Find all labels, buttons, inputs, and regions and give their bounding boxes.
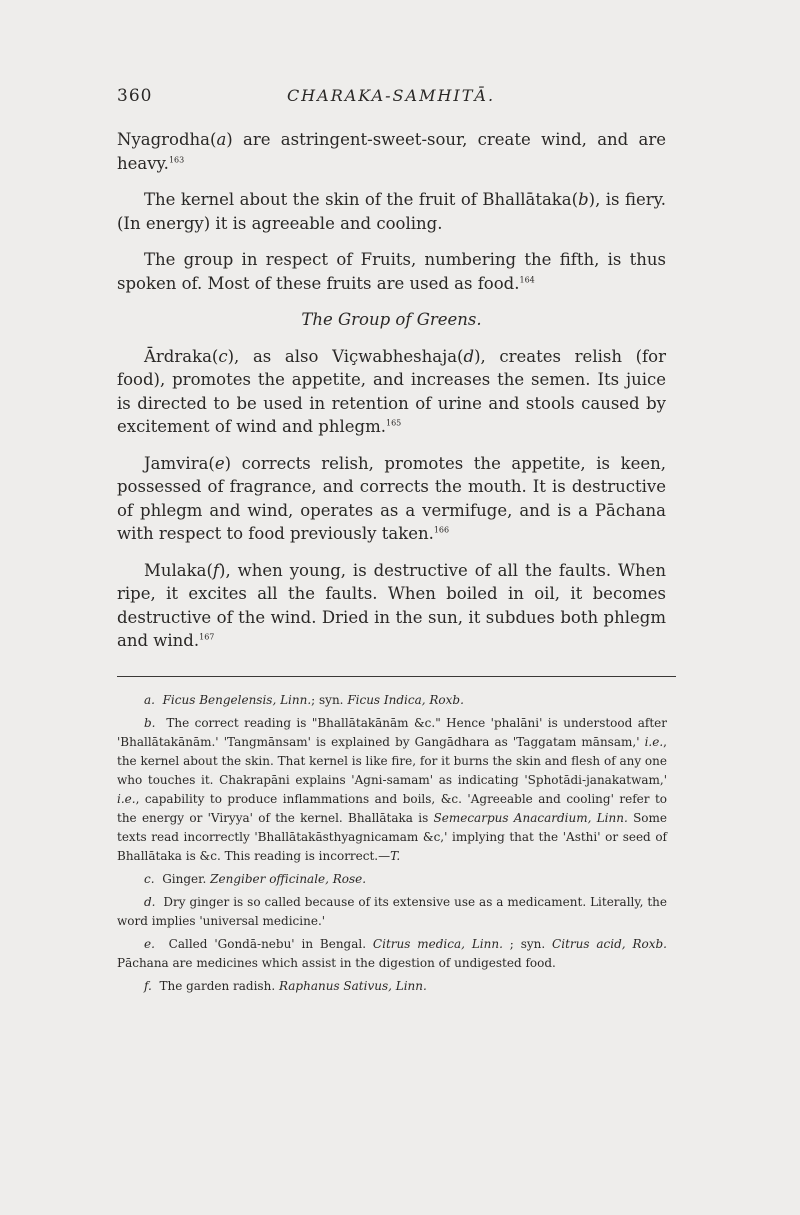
footnote-label: d.	[144, 895, 156, 909]
text-span: ), creates relish (for food), promotes the appetite, and increases the semen. Its juice is directed to be used in retention of urine and stools caused by excitement of wind and phlegm.	[117, 346, 666, 436]
paragraph-fruits-group	[117, 248, 666, 295]
footnote-label: a.	[144, 693, 155, 707]
text-span: T.	[390, 849, 401, 863]
footnote-a	[117, 691, 667, 710]
footnote-divider	[117, 676, 676, 677]
text-span: The kernel about the skin of the fruit of Bhallātaka(	[144, 190, 579, 209]
footnote-mark: d	[463, 346, 475, 366]
footnote-f	[117, 977, 667, 996]
verse-number: 167	[199, 632, 215, 642]
text-span: Some texts read incorrectly 'Bhallātakāsthyagnicamam &c,' implying that the 'Asthi' or seed of Bhallātaka is &c. This reading is incorrect.—	[117, 811, 667, 863]
text-span: The correct reading is "Bhallātakānām &c." Hence 'phalāni' is understood after 'Bhallātakānām.' 'Tangmānsam' is explained by Gangādhara as 'Taggatam mānsam,'	[117, 716, 667, 749]
footnote-c	[117, 870, 667, 889]
text-span: Ārdraka(	[144, 346, 219, 366]
section-heading: The Group of Greens.	[301, 310, 482, 329]
text-span: Jamvira(	[144, 453, 215, 473]
text-span: Semecarpus Anacardium, Linn.	[433, 811, 628, 825]
text-span: Citrus acid, Roxb.	[552, 937, 667, 951]
paragraph-jamvira	[117, 452, 666, 546]
text-span: ), is fiery. (In energy) it is agreeable and cooling.	[117, 190, 666, 233]
text-span: Called 'Gondā-nebu' in Bengal.	[168, 937, 373, 951]
text-span: The garden radish.	[159, 979, 279, 993]
text-span: ; syn.	[311, 693, 348, 707]
footnotes	[117, 691, 667, 1000]
text-span: ), as also Viçwabheshaja(	[227, 346, 464, 366]
text-span: Ginger.	[162, 872, 211, 886]
text-span: Nyagrodha(	[117, 130, 217, 149]
text-span: ) corrects relish, promotes the appetite, is keen, possessed of fragrance, and corrects the mouth. It is destructive of phlegm and wind, operates as a vermifuge, and is a Pāchana with respect to food previously taken.	[117, 453, 666, 543]
footnote-b	[117, 714, 667, 866]
text-span: i.e.	[117, 792, 136, 806]
running-title: CHARAKA-SAMHITĀ.	[286, 86, 496, 105]
footnote-mark: a	[216, 130, 227, 149]
verse-number: 163	[168, 155, 185, 164]
footnote-d	[117, 893, 667, 931]
main-text	[117, 128, 666, 666]
text-span: Ficus Indica, Roxb.	[347, 693, 464, 707]
verse-number: 165	[385, 418, 402, 428]
text-span: ) are astringent-sweet-sour, create wind, and are heavy.	[117, 130, 666, 173]
paragraph-mulaka	[117, 559, 666, 653]
footnote-mark: c	[218, 346, 228, 366]
text-span: , capability to produce inflammations and boils, &c. 'Agreeable and cooling' refer to the energy or 'Viryya' of the kernel. Bhallātaka is	[117, 792, 667, 825]
footnote-e	[117, 935, 667, 973]
text-span: Mulaka(	[144, 560, 213, 580]
page-number: 360	[117, 86, 153, 106]
footnote-mark: f	[212, 560, 220, 580]
footnote-mark: b	[578, 190, 589, 209]
text-span: ; syn.	[502, 937, 553, 951]
footnote-label: c.	[144, 872, 155, 886]
verse-number: 166	[433, 525, 450, 535]
text-span: The group in respect of Fruits, numbering the fifth, is thus spoken of. Most of these fruits are used as food.	[117, 250, 666, 293]
paragraph-bhallataka	[117, 188, 666, 235]
text-span: Citrus medica, Linn.	[372, 937, 503, 951]
text-span: Raphanus Sativus, Linn.	[278, 979, 427, 993]
text-span: i.e.	[644, 735, 664, 749]
footnote-label: e.	[144, 937, 155, 951]
verse-number: 164	[519, 275, 535, 284]
text-span: , the kernel about the skin. That kernel is like fire, for it burns the skin and flesh of any one who touches it. Chakrapāni explains 'Agni-samam' as indicating 'Sphotādi-janakatwam,'	[117, 735, 667, 787]
text-span: Dry ginger is so called because of its extensive use as a medicament. Literally, the word implies 'universal medicine.'	[117, 895, 667, 928]
text-span: Pāchana are medicines which assist in the digestion of undigested food.	[117, 956, 556, 970]
text-span: Zengiber officinale, Rose.	[210, 872, 367, 886]
footnote-label: b.	[144, 716, 156, 730]
running-header	[117, 86, 665, 110]
paragraph-ardraka	[117, 345, 666, 439]
footnote-label: f.	[144, 979, 152, 993]
footnote-mark: e	[214, 453, 225, 473]
text-span: ), when young, is destructive of all the faults. When ripe, it excites all the faults. When boiled in oil, it becomes destructive of the wind. Dried in the sun, it subdues both phlegm and wind.	[117, 560, 666, 650]
text-span: Ficus Bengelensis, Linn.	[162, 693, 312, 707]
paragraph-nyagrodha	[117, 128, 666, 175]
